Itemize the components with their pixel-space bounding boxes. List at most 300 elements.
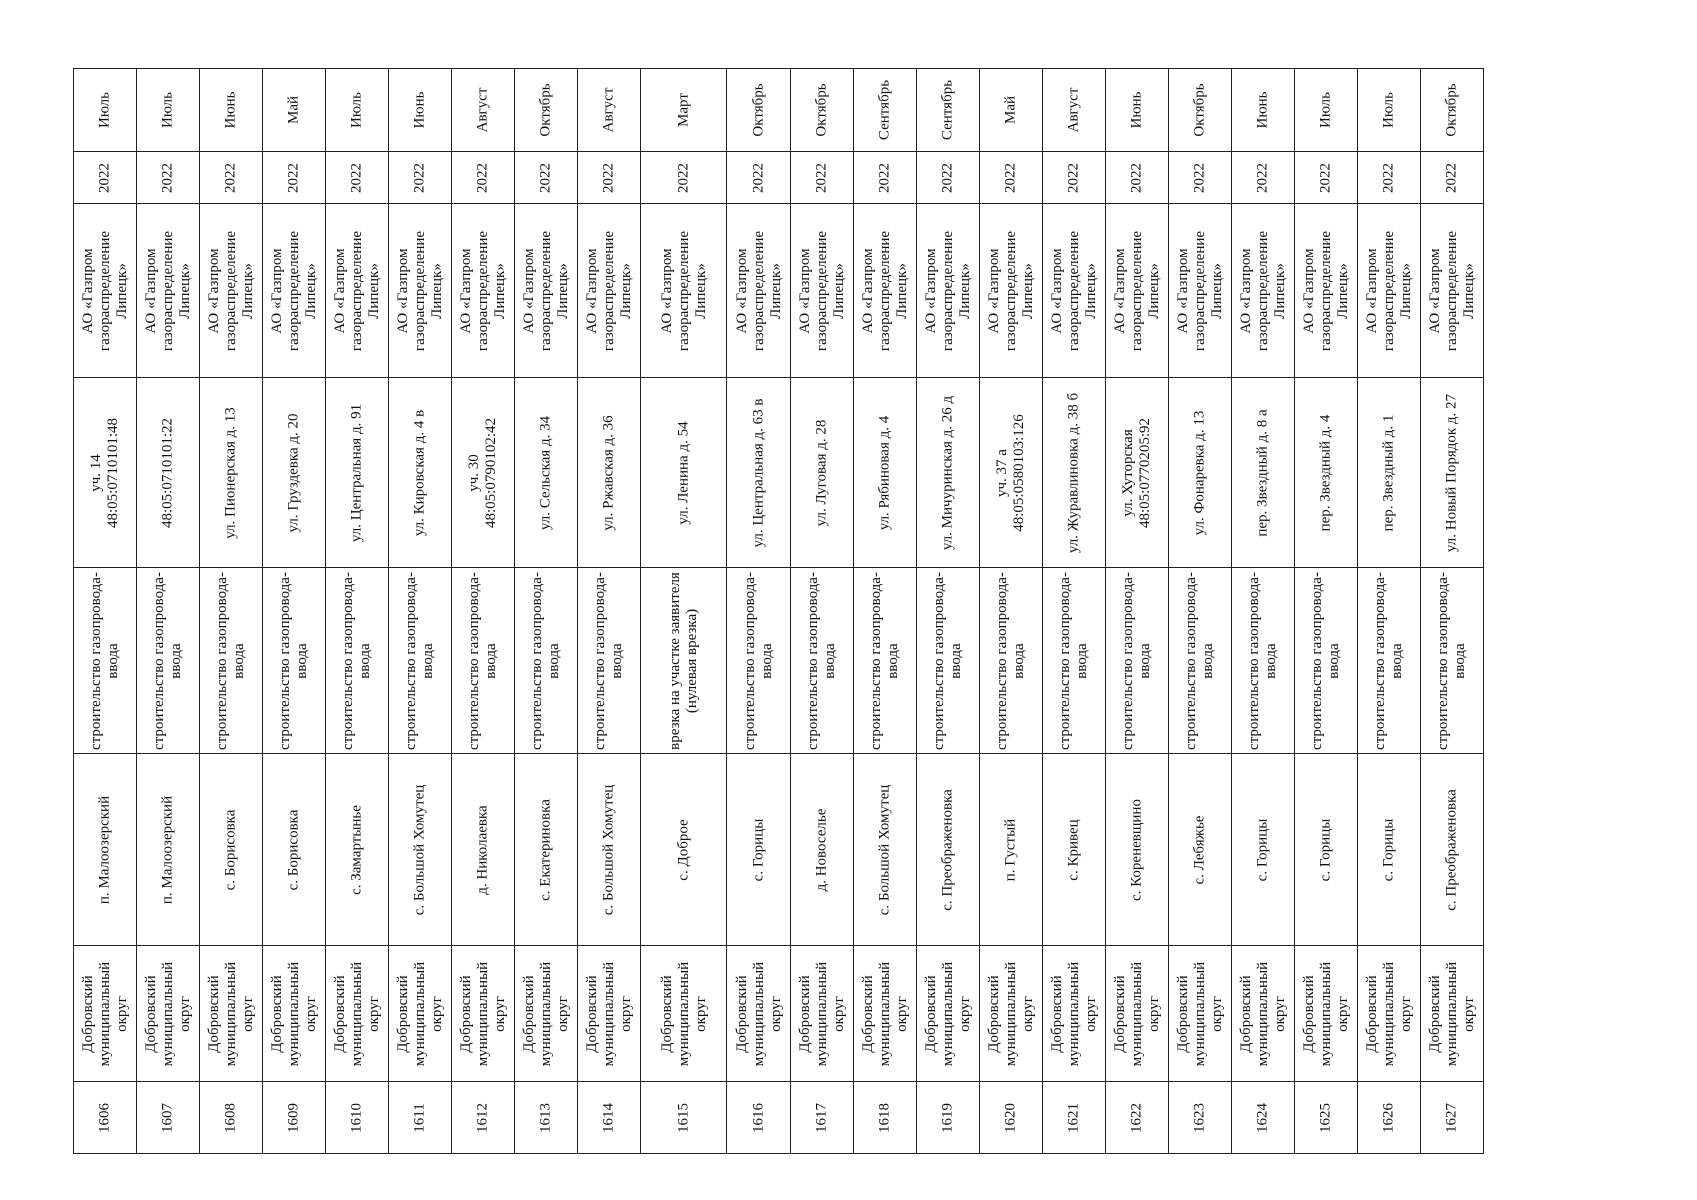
table-cell-address — [452, 378, 515, 568]
year-text: 2022 — [96, 162, 113, 193]
year-text: 2022 — [1317, 162, 1334, 193]
table-cell-month — [389, 69, 452, 152]
table-cell-year — [641, 152, 727, 204]
table-cell-org — [200, 204, 263, 378]
work-text: строительство газопровода-ввода — [1435, 571, 1468, 750]
table-cell-org — [1295, 204, 1358, 378]
table-cell-place — [1358, 754, 1421, 946]
num-text: 1617 — [813, 1102, 830, 1133]
table-cell-address — [1106, 378, 1169, 568]
org-text: АО «Газпром газораспределение Липецк» — [1237, 230, 1288, 351]
address-text: уч. 37 а 48:05:0580103:126 — [994, 413, 1027, 532]
table-cell-num — [1169, 1082, 1232, 1154]
table-cell-place — [641, 754, 727, 946]
work-text: строительство газопровода-ввода — [277, 571, 310, 750]
org-text: АО «Газпром газораспределение Липецк» — [1048, 230, 1099, 351]
table-cell-place — [1295, 754, 1358, 946]
table-cell-num — [854, 1082, 917, 1154]
table-cell-month — [1043, 69, 1106, 152]
table-cell-org — [1043, 204, 1106, 378]
table-cell-year — [578, 152, 641, 204]
num-text: 1618 — [876, 1102, 893, 1133]
table-cell-num — [641, 1082, 727, 1154]
place-text: с. Преображеновка — [1443, 788, 1460, 911]
district-text: Добровский муниципальный округ — [457, 961, 508, 1066]
table-cell-year — [515, 152, 578, 204]
num-text: 1627 — [1443, 1102, 1460, 1133]
table-cell-district — [515, 946, 578, 1082]
year-text: 2022 — [1191, 162, 1208, 193]
address-text: ул. Луговая д. 28 — [813, 419, 830, 526]
work-text: строительство газопровода-ввода — [994, 571, 1027, 750]
table-cell-work — [74, 568, 137, 754]
table-cell-month — [854, 69, 917, 152]
year-text: 2022 — [675, 162, 692, 193]
table-cell-org — [1421, 204, 1484, 378]
table-cell-org — [263, 204, 326, 378]
table-cell-year — [389, 152, 452, 204]
work-text: строительство газопровода-ввода — [1246, 571, 1279, 750]
table-cell-place — [74, 754, 137, 946]
org-text: АО «Газпром газораспределение Липецк» — [1426, 230, 1477, 351]
place-text: с. Большой Хомутец — [876, 784, 893, 915]
table-cell-address — [1421, 378, 1484, 568]
table-cell-district — [1295, 946, 1358, 1082]
district-text: Добровский муниципальный округ — [796, 961, 847, 1066]
table-cell-num — [791, 1082, 854, 1154]
table-cell-org — [917, 204, 980, 378]
table-cell-org — [791, 204, 854, 378]
table-cell-district — [452, 946, 515, 1082]
org-text: АО «Газпром газораспределение Липецк» — [796, 230, 847, 351]
table-cell-district — [1232, 946, 1295, 1082]
place-text: п. Густый — [1002, 818, 1019, 881]
work-text: строительство газопровода-ввода — [214, 571, 247, 750]
year-text: 2022 — [1128, 162, 1145, 193]
table-cell-district — [1358, 946, 1421, 1082]
table-cell-work — [727, 568, 791, 754]
month-text: Сентябрь — [939, 79, 956, 141]
month-text: Август — [1065, 87, 1082, 133]
org-text: АО «Газпром газораспределение Липецк» — [142, 230, 193, 351]
district-text: Добровский муниципальный округ — [1174, 961, 1225, 1066]
num-text: 1622 — [1128, 1102, 1145, 1133]
year-text: 2022 — [750, 162, 767, 193]
table-cell-district — [74, 946, 137, 1082]
table-cell-district — [137, 946, 200, 1082]
address-text: пер. Звездный д. 4 — [1317, 414, 1334, 531]
place-text: с. Доброе — [675, 818, 692, 881]
table-cell-month — [1169, 69, 1232, 152]
year-text: 2022 — [222, 162, 239, 193]
place-text: с. Горицы — [1380, 818, 1397, 881]
place-text: с. Кореневщино — [1128, 798, 1145, 901]
month-text: Июль — [96, 92, 113, 128]
num-text: 1619 — [939, 1102, 956, 1133]
table-cell-year — [137, 152, 200, 204]
table-cell-month — [1295, 69, 1358, 152]
year-text: 2022 — [411, 162, 428, 193]
district-text: Добровский муниципальный округ — [658, 961, 708, 1066]
address-text: пер. Звездный д. 8 а — [1254, 408, 1271, 537]
table-cell-address — [389, 378, 452, 568]
table-cell-year — [326, 152, 389, 204]
month-text: Июнь — [1254, 91, 1271, 129]
table-cell-address — [641, 378, 727, 568]
table-cell-work — [452, 568, 515, 754]
org-text: АО «Газпром газораспределение Липецк» — [268, 230, 319, 351]
table-cell-month — [578, 69, 641, 152]
month-text: Октябрь — [1191, 83, 1208, 137]
district-text: Добровский муниципальный округ — [922, 961, 973, 1066]
table-cell-org — [1106, 204, 1169, 378]
table-cell-address — [917, 378, 980, 568]
org-text: АО «Газпром газораспределение Липецк» — [658, 230, 708, 351]
table-cell-org — [326, 204, 389, 378]
table-cell-month — [980, 69, 1043, 152]
district-text: Добровский муниципальный округ — [1426, 961, 1477, 1066]
table-cell-place — [137, 754, 200, 946]
org-text: АО «Газпром газораспределение Липецк» — [1363, 230, 1414, 351]
org-text: АО «Газпром газораспределение Липецк» — [79, 230, 130, 351]
district-text: Добровский муниципальный округ — [1111, 961, 1162, 1066]
settlement-row — [74, 754, 1484, 946]
org-text: АО «Газпром газораспределение Липецк» — [859, 230, 910, 351]
work-type-row — [74, 568, 1484, 754]
table-cell-org — [515, 204, 578, 378]
table-cell-work — [1295, 568, 1358, 754]
table-cell-year — [1295, 152, 1358, 204]
table-cell-address — [74, 378, 137, 568]
table-cell-month — [1232, 69, 1295, 152]
table-cell-work — [1169, 568, 1232, 754]
num-text: 1613 — [537, 1102, 554, 1133]
table-cell-place — [515, 754, 578, 946]
table-cell-district — [917, 946, 980, 1082]
table-cell-work — [1106, 568, 1169, 754]
address-text: ул. Фонаревка д. 13 — [1191, 410, 1208, 535]
address-text: ул. Кировская д. 4 в — [411, 409, 428, 536]
address-text: ул. Рябиновая д. 4 — [876, 415, 893, 530]
table-cell-district — [791, 946, 854, 1082]
table-cell-num — [1043, 1082, 1106, 1154]
table-cell-year — [980, 152, 1043, 204]
table-cell-num — [578, 1082, 641, 1154]
table-cell-work — [917, 568, 980, 754]
table-cell-year — [1043, 152, 1106, 204]
num-text: 1610 — [348, 1102, 365, 1133]
table-cell-org — [1358, 204, 1421, 378]
place-text: с. Преображеновка — [939, 788, 956, 911]
org-text: АО «Газпром газораспределение Липецк» — [985, 230, 1036, 351]
work-text: строительство газопровода-ввода — [340, 571, 373, 750]
work-text: строительство газопровода-ввода — [151, 571, 184, 750]
table-cell-place — [791, 754, 854, 946]
table-cell-month — [1106, 69, 1169, 152]
table-cell-address — [200, 378, 263, 568]
table-cell-place — [389, 754, 452, 946]
address-text: ул. Ржавская д. 36 — [600, 414, 617, 531]
table-cell-org — [452, 204, 515, 378]
month-text: Август — [600, 87, 617, 133]
month-text: Июль — [348, 92, 365, 128]
table-cell-month — [137, 69, 200, 152]
address-text: уч. 14 48:05:0710101:48 — [88, 417, 121, 528]
table-cell-org — [980, 204, 1043, 378]
work-text: врезка на участке заявителя (нулевая врезка) — [666, 571, 700, 750]
address-text: ул. Центральная д. 63 в — [750, 398, 767, 547]
year-text: 2022 — [813, 162, 830, 193]
num-text: 1611 — [411, 1102, 428, 1133]
year-text: 2022 — [537, 162, 554, 193]
year-text: 2022 — [348, 162, 365, 193]
org-text: АО «Газпром газораспределение Липецк» — [394, 230, 445, 351]
table-cell-work — [854, 568, 917, 754]
district-text: Добровский муниципальный округ — [142, 961, 193, 1066]
month-text: Май — [1002, 95, 1019, 125]
table-cell-work — [389, 568, 452, 754]
table-cell-org — [1232, 204, 1295, 378]
table-cell-month — [263, 69, 326, 152]
place-text: с. Лебяжье — [1191, 815, 1208, 884]
district-text: Добровский муниципальный округ — [331, 961, 382, 1066]
table-cell-place — [326, 754, 389, 946]
table-cell-address — [137, 378, 200, 568]
month-text: Июль — [159, 92, 176, 128]
place-text: с. Большой Хомутец — [411, 784, 428, 915]
table-cell-month — [74, 69, 137, 152]
table-cell-address — [1169, 378, 1232, 568]
table-cell-org — [1169, 204, 1232, 378]
address-text: пер. Звездный д. 1 — [1380, 414, 1397, 531]
table-cell-work — [515, 568, 578, 754]
year-text: 2022 — [600, 162, 617, 193]
work-text: строительство газопровода-ввода — [868, 571, 901, 750]
table-cell-num — [1358, 1082, 1421, 1154]
month-text: Май — [285, 95, 302, 125]
table-cell-work — [137, 568, 200, 754]
num-text: 1614 — [600, 1102, 617, 1133]
table-cell-num — [1295, 1082, 1358, 1154]
table-cell-work — [1358, 568, 1421, 754]
record-number-row — [74, 1082, 1484, 1154]
year-text: 2022 — [1380, 162, 1397, 193]
work-text: строительство газопровода-ввода — [1057, 571, 1090, 750]
place-text: с. Кривец — [1065, 818, 1082, 881]
table-cell-district — [641, 946, 727, 1082]
work-text: строительство газопровода-ввода — [1120, 571, 1153, 750]
table-cell-num — [200, 1082, 263, 1154]
table-cell-month — [641, 69, 727, 152]
table-cell-month — [1421, 69, 1484, 152]
table-cell-year — [727, 152, 791, 204]
table-cell-num — [917, 1082, 980, 1154]
address-text: ул. Мичуринская д. 26 д — [939, 395, 956, 550]
place-text: с. Большой Хомутец — [600, 784, 617, 915]
num-text: 1624 — [1254, 1102, 1271, 1133]
table-cell-place — [917, 754, 980, 946]
table-cell-year — [263, 152, 326, 204]
table-cell-year — [791, 152, 854, 204]
address-text: ул. Журавлиновка д. 38 б — [1065, 392, 1082, 553]
gas-connection-schedule-table — [73, 68, 1484, 1154]
place-text: с. Борисовка — [222, 809, 239, 890]
address-text: ул. Груздевка д. 20 — [285, 413, 302, 532]
year-text: 2022 — [1002, 162, 1019, 193]
district-text: Добровский муниципальный округ — [985, 961, 1036, 1066]
work-text: строительство газопровода-ввода — [592, 571, 625, 750]
table-cell-address — [854, 378, 917, 568]
table-cell-district — [980, 946, 1043, 1082]
place-text: с. Горицы — [1317, 818, 1334, 881]
table-cell-address — [578, 378, 641, 568]
district-text: Добровский муниципальный округ — [1363, 961, 1414, 1066]
table-cell-num — [452, 1082, 515, 1154]
table-cell-num — [263, 1082, 326, 1154]
month-text: Июль — [1380, 92, 1397, 128]
place-text: с. Замартынье — [348, 804, 365, 895]
table-cell-year — [200, 152, 263, 204]
table-cell-address — [791, 378, 854, 568]
org-text: АО «Газпром газораспределение Липецк» — [1300, 230, 1351, 351]
num-text: 1606 — [96, 1102, 113, 1133]
table-cell-district — [200, 946, 263, 1082]
month-text: Март — [675, 93, 692, 127]
work-text: строительство газопровода-ввода — [466, 571, 499, 750]
table-cell-year — [1421, 152, 1484, 204]
work-text: строительство газопровода-ввода — [931, 571, 964, 750]
table-cell-org — [854, 204, 917, 378]
org-text: АО «Газпром газораспределение Липецк» — [457, 230, 508, 351]
address-text: ул. Центральная д. 91 — [348, 403, 365, 542]
place-text: с. Горицы — [750, 818, 767, 881]
work-text: строительство газопровода-ввода — [1183, 571, 1216, 750]
year-row — [74, 152, 1484, 204]
num-text: 1620 — [1002, 1102, 1019, 1133]
table-cell-num — [727, 1082, 791, 1154]
table-cell-work — [641, 568, 727, 754]
table-cell-address — [1295, 378, 1358, 568]
table-cell-month — [791, 69, 854, 152]
month-row — [74, 69, 1484, 152]
year-text: 2022 — [876, 162, 893, 193]
table-cell-work — [791, 568, 854, 754]
month-text: Октябрь — [813, 83, 830, 137]
table-cell-year — [1232, 152, 1295, 204]
place-text: д. Николаевка — [474, 804, 491, 895]
table-cell-district — [578, 946, 641, 1082]
table-cell-address — [727, 378, 791, 568]
place-text: п. Малоозерский — [96, 795, 113, 904]
table-cell-year — [452, 152, 515, 204]
table-cell-district — [727, 946, 791, 1082]
district-text: Добровский муниципальный округ — [205, 961, 256, 1066]
table-cell-district — [1106, 946, 1169, 1082]
district-text: Добровский муниципальный округ — [1300, 961, 1351, 1066]
place-text: с. Борисовка — [285, 809, 302, 890]
table-cell-month — [917, 69, 980, 152]
address-text: 48:05:0710101:22 — [159, 417, 176, 528]
work-text: строительство газопровода-ввода — [529, 571, 562, 750]
month-text: Июль — [1317, 92, 1334, 128]
num-text: 1621 — [1065, 1102, 1082, 1133]
num-text: 1608 — [222, 1102, 239, 1133]
year-text: 2022 — [1443, 162, 1460, 193]
table-cell-district — [1169, 946, 1232, 1082]
table-cell-year — [1169, 152, 1232, 204]
table-cell-month — [1358, 69, 1421, 152]
table-cell-work — [1421, 568, 1484, 754]
num-text: 1616 — [750, 1102, 767, 1133]
org-text: АО «Газпром газораспределение Липецк» — [583, 230, 634, 351]
month-text: Сентябрь — [876, 79, 893, 141]
table-cell-district — [263, 946, 326, 1082]
year-text: 2022 — [159, 162, 176, 193]
table-cell-year — [854, 152, 917, 204]
num-text: 1612 — [474, 1102, 491, 1133]
table-cell-org — [727, 204, 791, 378]
place-text: с. Екатериновка — [537, 798, 554, 901]
org-text: АО «Газпром газораспределение Липецк» — [1111, 230, 1162, 351]
table-cell-district — [854, 946, 917, 1082]
table-cell-num — [1232, 1082, 1295, 1154]
table-cell-place — [1232, 754, 1295, 946]
table-cell-num — [980, 1082, 1043, 1154]
table-cell-place — [727, 754, 791, 946]
year-text: 2022 — [1254, 162, 1271, 193]
place-text: д. Новоселье — [813, 808, 830, 891]
district-text: Добровский муниципальный округ — [394, 961, 445, 1066]
num-text: 1615 — [675, 1102, 692, 1133]
work-text: строительство газопровода-ввода — [1309, 571, 1342, 750]
num-text: 1623 — [1191, 1102, 1208, 1133]
work-text: строительство газопровода-ввода — [1372, 571, 1405, 750]
table-cell-month — [452, 69, 515, 152]
table-cell-year — [917, 152, 980, 204]
work-text: строительство газопровода-ввода — [805, 571, 838, 750]
address-text: уч. 30 48:05:0790102:42 — [466, 417, 499, 528]
table-cell-num — [137, 1082, 200, 1154]
table-cell-address — [263, 378, 326, 568]
table-cell-address — [1358, 378, 1421, 568]
table-cell-year — [74, 152, 137, 204]
table-cell-org — [137, 204, 200, 378]
table-cell-org — [389, 204, 452, 378]
table-cell-num — [74, 1082, 137, 1154]
table-cell-org — [578, 204, 641, 378]
table-cell-work — [980, 568, 1043, 754]
table-cell-address — [1043, 378, 1106, 568]
table-cell-district — [389, 946, 452, 1082]
place-text: п. Малоозерский — [159, 795, 176, 904]
table-cell-work — [263, 568, 326, 754]
month-text: Июнь — [222, 91, 239, 129]
table-cell-org — [641, 204, 727, 378]
district-text: Добровский муниципальный округ — [268, 961, 319, 1066]
district-text: Добровский муниципальный округ — [79, 961, 130, 1066]
table-cell-num — [326, 1082, 389, 1154]
table-cell-work — [200, 568, 263, 754]
num-text: 1607 — [159, 1102, 176, 1133]
table-cell-place — [1421, 754, 1484, 946]
table-cell-place — [578, 754, 641, 946]
table-cell-work — [1232, 568, 1295, 754]
address-text: ул. Хуторская 48:05:0770205:92 — [1120, 417, 1153, 528]
table-cell-year — [1358, 152, 1421, 204]
org-text: АО «Газпром газораспределение Липецк» — [733, 230, 783, 351]
org-text: АО «Газпром газораспределение Липецк» — [1174, 230, 1225, 351]
table-cell-place — [200, 754, 263, 946]
